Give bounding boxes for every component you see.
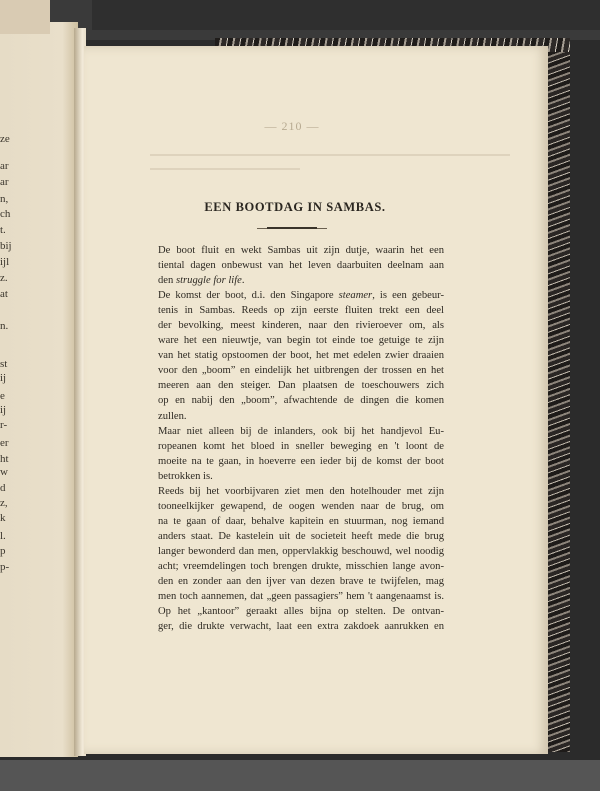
text-line: De boot fluit en wekt Sambas uit zijn dutje, waarin het een	[158, 245, 444, 256]
left-page-fragment: ij	[0, 372, 7, 384]
left-page-fragment: p-	[0, 561, 10, 573]
text-line: Maar niet alleen bij de inlanders, ook bij het handjevol Eu-	[158, 425, 444, 437]
left-page-fragment: e	[0, 390, 5, 402]
left-page-fragment: r-	[0, 419, 8, 431]
text-line: De komst der boot, d.i. den Singapore steamer, is een gebeur-	[158, 290, 444, 302]
text-line: Op het „kantoor” geraakt alles bijna op stelten. De ontvan-	[158, 606, 444, 618]
left-page-fragment: ar	[0, 176, 9, 188]
text-line: meeren aan den steiger. Dan plaatsen de toeschouwers zich	[158, 380, 444, 392]
left-page-fragment: d	[0, 482, 6, 494]
text-line: ger, die drukte verwacht, laat een extra zakdoek aanrukken en	[158, 621, 444, 633]
left-page-fragment: n.	[0, 320, 9, 332]
text-line: ropeanen komt het bloed in sneller beweging en 't loont de	[158, 440, 444, 452]
left-page-fragment: ze	[0, 133, 10, 145]
text-line: tenis in Sambas. Reeds op zijn eerste fluiten trekt een deel	[158, 305, 444, 317]
left-page-fragment: n,	[0, 193, 9, 205]
left-page-fragment: t.	[0, 224, 6, 236]
text-line: den en zonder aan den ijver van dezen brave te twijfelen, mag	[158, 576, 444, 588]
text-line: Reeds bij het voorbijvaren ziet men den hotelhouder met zijn	[158, 485, 444, 497]
text-line: op en nabij den „boom”, afwachtende de dingen die komen	[158, 395, 444, 407]
body-text	[158, 243, 444, 634]
left-page-text-fragments	[0, 22, 78, 757]
marbled-cover-edge	[548, 52, 570, 752]
left-page-fragment: ht	[0, 453, 9, 465]
left-page-fragment: l.	[0, 530, 6, 542]
text-line: acht; vreemdelingen toch brengen drukte, misschien lange avon-	[158, 560, 444, 572]
left-page-fragment: ar	[0, 160, 9, 172]
left-page-fragment: ch	[0, 208, 11, 220]
text-line: men toch aannemen, dat „geen passagiers” hem 't aangenaamst is.	[158, 591, 444, 603]
text-line: moeite na te gaan, in hoeverre een ieder bij de komst der boot	[158, 455, 444, 467]
text-line: tooneelkijker gewapend, de oogen wenden naar de brug, om	[158, 500, 444, 512]
left-page-fragment: p	[0, 545, 6, 557]
background-strip	[92, 0, 600, 30]
page-number: — 210 —	[264, 119, 320, 133]
left-page-fragment: st	[0, 358, 8, 370]
book-edge-top	[0, 0, 50, 34]
left-page-fragment: bij	[0, 240, 12, 252]
left-page-fragment: z,	[0, 497, 8, 509]
text-line: der bevolking, meest kinderen, naar den rivieroever om, als	[158, 320, 444, 332]
text-line: zullen.	[158, 410, 187, 422]
left-page-fragment: ijl	[0, 256, 10, 268]
text-line: tiental dagen onbewust van het leven daarbuiten deelnam aan	[158, 260, 444, 272]
left-page	[0, 22, 78, 757]
left-page-fragment: w	[0, 466, 8, 478]
chapter-title: EEN BOOTDAG IN SAMBAS.	[204, 200, 386, 214]
background-bottom	[0, 760, 600, 791]
left-page-fragment: ij	[0, 404, 7, 416]
text-line: betrokken is.	[158, 470, 213, 482]
text-line: na te gaan of daar, behalve kapitein en stuurman, nog iemand	[158, 515, 444, 527]
text-line: voor den „boom” en eindelijk het uitbrengen der trossen en het	[158, 365, 444, 377]
text-line: van het statig opstoomen der boot, het met edelen zwier draaien	[158, 350, 444, 362]
left-page-fragment: er	[0, 437, 9, 449]
bleed-through-text	[140, 150, 520, 190]
left-page-fragment: z.	[0, 272, 8, 284]
text-line: langer bewonderd dan men, oppervlakkig beschouwd, wel noodig	[158, 545, 444, 557]
text-line: den struggle for life.	[158, 275, 245, 287]
title-rule	[267, 227, 317, 229]
text-line: anders staat. De kastelein uit de societeit heeft mede die brug	[158, 530, 444, 542]
text-line: ware het een nieuwtje, van begin tot einde toe getuige te zijn	[158, 335, 444, 347]
left-page-fragment: at	[0, 288, 8, 300]
left-page-fragment: k	[0, 512, 6, 524]
